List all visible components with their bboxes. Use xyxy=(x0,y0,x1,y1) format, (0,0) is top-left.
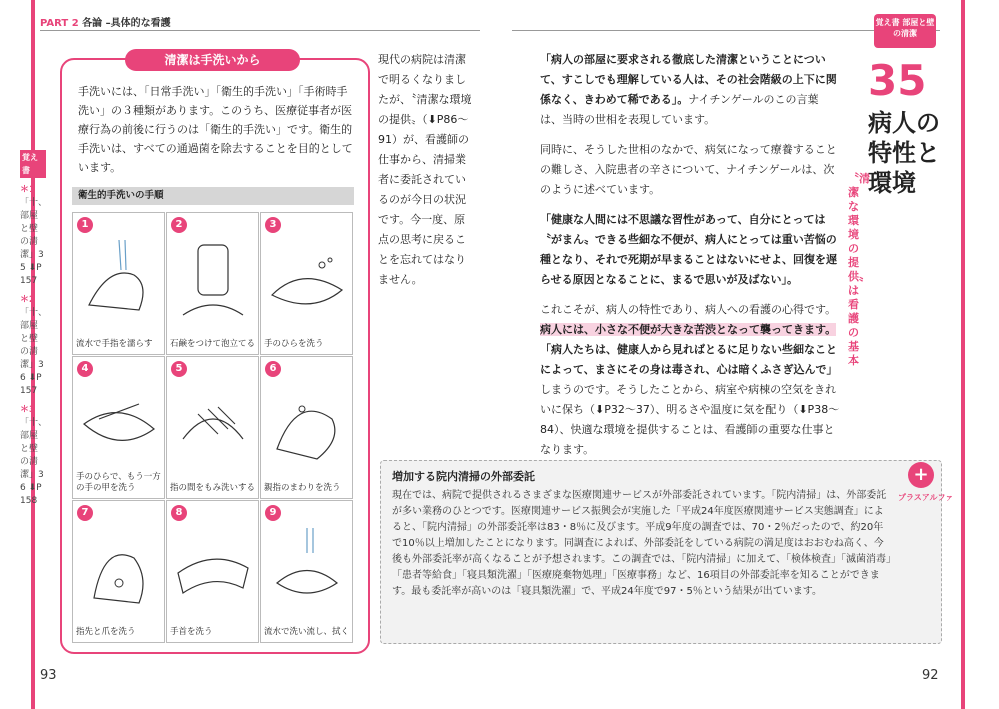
sidenote-3: ＊3 「十、部屋と壁の清潔」36 ⬇P158 xyxy=(20,405,48,506)
section-title: 病人の特性と環境 xyxy=(868,109,940,197)
step-6: 6 親指のまわりを洗う xyxy=(260,356,353,499)
sidenote-2: ＊2 「十、部屋と壁の清潔」36 ⬇P157 xyxy=(20,295,48,396)
hand-illustration-icon xyxy=(79,235,159,325)
page-number-right: 92 xyxy=(922,668,939,683)
sidenote-1: ＊1 「十、部屋と壁の清潔」35 ⬇P157 xyxy=(20,185,48,286)
paragraph-1: 「病人の部屋に要求される徹底した清潔ということについて、すこしでも理解している人は、その社会階級の上下に関係なく、きわめて稀である」。ナイチンゲールのこの言葉は、当時の世相を表現しています。 xyxy=(540,53,837,126)
step-5: 5 指の間をもみ洗いする xyxy=(166,356,259,499)
step-2: 2 石鹸をつけて泡立てる xyxy=(166,212,259,355)
header-rule-left xyxy=(40,30,480,31)
rinse-icon xyxy=(267,523,347,613)
box-title: 清潔は手洗いから xyxy=(125,49,300,71)
handwash-steps-grid xyxy=(72,212,354,642)
step-1: 1 流水で手指を濡らす xyxy=(72,212,165,355)
paragraph-3: 「健康な人間には不思議な習性があって、自分にとっては〝がまん〟できる些細な不便が、病人にとっては重い苦悩の種となり、それで死期が早まることはないにせよ、回復を遅らせる原因となることに、まるで思いが及ばない」。 xyxy=(540,213,837,286)
step-4: 4 手のひらで、もう一方の手の甲を洗う xyxy=(72,356,165,499)
plus-alpha-text: 現在では、病院で提供されるさまざまな医療関連サービスが外部委託されています。「院内清掃」は、外部委託が多い業務のひとつです。医療関連サービス振興会が実施した「平成24年度医療関連サービス実態調査」によると、「院内清掃」の外部委託率は83・8％に及びます。平成9年度の調査では、70・2％だったので、約20年で10％以上増加したことになります。同調査によれば、外部委託をしている病院の満足度はおおむね高く、今後も外部委託率が高くなることが予想されます。この調査では、「院内清掃」に加えて、「検体検査」「滅菌消毒」「患者等給食」「寝具類洗濯」「医療廃棄物処理」「医療事務」など、16項目の外部委託率を知ることができます。最も委託率が高いのは「寝具類洗濯」で、平成24年度で97・5％という結果が出ています。 xyxy=(392,490,891,597)
soap-dispenser-icon xyxy=(173,235,253,325)
paragraph-2: 同時に、そうした世相のなかで、病気になって療養することの難しさ、入院患者の辛さについて、ナイチンゲールは、次のように述べています。 xyxy=(540,143,837,196)
fingertips-icon xyxy=(79,523,159,613)
fingers-interlaced-icon xyxy=(173,379,253,469)
thumb-wash-icon xyxy=(267,379,347,469)
sidenotes xyxy=(20,150,46,508)
palms-icon xyxy=(267,235,347,325)
section-badge: 覚え書 部屋と壁の清潔 xyxy=(874,14,936,48)
page-number-left: 93 xyxy=(40,668,57,683)
wrist-wash-icon xyxy=(173,523,253,613)
plus-alpha-heading: 増加する院内清掃の外部委託 xyxy=(392,470,535,483)
plus-alpha-label: プラスアルファ xyxy=(898,493,954,502)
running-header: PART 2 各論 –具体的な看護 xyxy=(40,18,171,29)
hand-back-icon xyxy=(79,379,159,469)
section-subtitle: 〝清潔な環境の提供〟は看護の基本 xyxy=(848,172,870,367)
main-text-left: 現代の病院は清潔で明るくなりましたが、〝清潔な環境の提供〟（⬇P86〜91）が、看護師の仕事から、清掃業者に委託されているのが今日の状況です。今一度、原点の思考に戻ることを忘れてはなりません。 xyxy=(378,53,472,286)
step-9: 9 流水で洗い流し、拭く xyxy=(260,500,353,643)
section-number: 35 xyxy=(868,56,927,105)
main-text-right xyxy=(540,50,840,470)
step-8: 8 手首を洗う xyxy=(166,500,259,643)
step-7: 7 指先と爪を洗う xyxy=(72,500,165,643)
sidenote-tag: 覚え書 xyxy=(20,150,46,178)
plus-icon: + xyxy=(908,462,934,488)
right-edge-rule xyxy=(961,0,965,709)
diagram-title: 衛生的手洗いの手順 xyxy=(72,187,354,205)
step-3: 3 手のひらを洗う xyxy=(260,212,353,355)
box-text: 手洗いには、「日常手洗い」「衛生的手洗い」「手術時手洗い」の３種類があります。このうち、医療従事者が医療行為の前後に行うのは「衛生的手洗い」です。衛生的手洗いは、すべての通過菌を除去することを目的としています。 xyxy=(78,85,353,174)
paragraph-4: これこそが、病人の特性であり、病人への看護の心得です。病人には、小さな不便が大きな苦渋となって襲ってきます。「病人たちは、健康人から見ればとるに足りない些細なことによって、まさにその身は毒され、心は暗くふさぎ込んで」しまうのです。そうしたことから、病室や病棟の空気をきれいに保ち（⬇P32〜37）、明るさや温度に気を配り（⬇P38〜84）、快適な環境を提供することは、看護師の重要な仕事となります。 xyxy=(540,303,840,456)
